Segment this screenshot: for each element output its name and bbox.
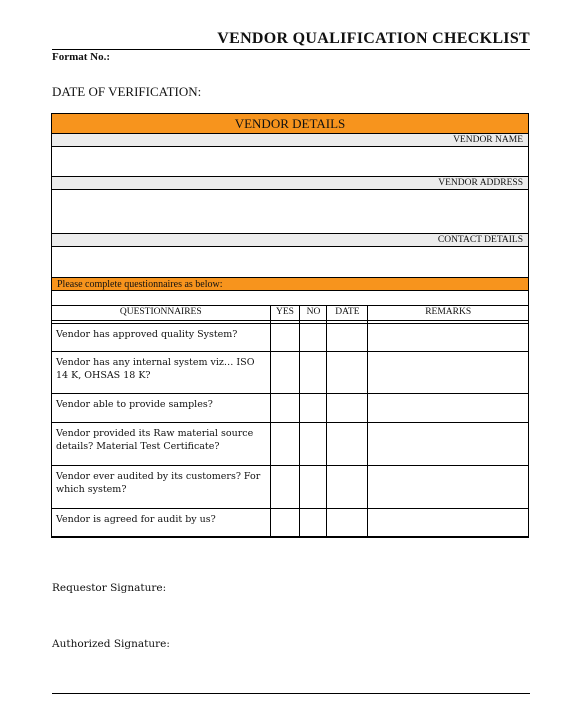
- yes-cell[interactable]: [270, 423, 300, 466]
- table-header-row: [52, 306, 529, 321]
- question-cell: Vendor is agreed for audit by us?: [52, 509, 271, 537]
- contact-details-field[interactable]: [52, 248, 528, 277]
- table-row: [52, 423, 529, 466]
- vendor-name-label: VENDOR NAME: [52, 133, 528, 147]
- questionnaire-table: [51, 305, 529, 537]
- date-cell[interactable]: [327, 423, 368, 466]
- table-row: [52, 324, 529, 352]
- remarks-cell[interactable]: [368, 466, 529, 509]
- vendor-name-field[interactable]: [52, 148, 528, 176]
- yes-cell[interactable]: [270, 466, 300, 509]
- question-cell: Vendor has approved quality System?: [52, 324, 271, 352]
- date-cell[interactable]: [327, 394, 368, 423]
- yes-cell[interactable]: [270, 324, 300, 352]
- column-header-questionnaires: QUESTIONNAIRES: [52, 306, 271, 321]
- vendor-form: [51, 113, 529, 538]
- format-number-label: Format No.:: [52, 51, 111, 63]
- remarks-cell[interactable]: [368, 394, 529, 423]
- table-row: [52, 509, 529, 537]
- date-cell[interactable]: [327, 466, 368, 509]
- date-cell[interactable]: [327, 324, 368, 352]
- table-row: [52, 352, 529, 394]
- table-row: [52, 466, 529, 509]
- vendor-address-field[interactable]: [52, 191, 528, 233]
- question-cell: Vendor ever audited by its customers? For which system?: [52, 466, 271, 509]
- no-cell[interactable]: [300, 466, 327, 509]
- column-header-remarks: REMARKS: [368, 306, 529, 321]
- instruction-banner: Please complete questionnaires as below:: [52, 277, 528, 291]
- no-cell[interactable]: [300, 324, 327, 352]
- column-header-no: NO: [300, 306, 327, 321]
- vendor-address-label: VENDOR ADDRESS: [52, 176, 528, 190]
- contact-details-label: CONTACT DETAILS: [52, 233, 528, 247]
- table-row: [52, 394, 529, 423]
- yes-cell[interactable]: [270, 352, 300, 394]
- page-title: VENDOR QUALIFICATION CHECKLIST: [52, 29, 530, 50]
- remarks-cell[interactable]: [368, 509, 529, 537]
- question-cell: Vendor provided its Raw material source details? Material Test Certificate?: [52, 423, 271, 466]
- remarks-cell[interactable]: [368, 324, 529, 352]
- remarks-cell[interactable]: [368, 352, 529, 394]
- date-cell[interactable]: [327, 509, 368, 537]
- question-cell: Vendor able to provide samples?: [52, 394, 271, 423]
- requestor-signature-label: Requestor Signature:: [52, 582, 167, 594]
- footer-divider: [52, 693, 530, 694]
- column-header-date: DATE: [327, 306, 368, 321]
- date-of-verification-label: DATE OF VERIFICATION:: [52, 84, 202, 99]
- vendor-details-header: VENDOR DETAILS: [52, 114, 528, 134]
- question-cell: Vendor has any internal system viz… ISO 14 K, OHSAS 18 K?: [52, 352, 271, 394]
- authorized-signature-label: Authorized Signature:: [52, 638, 170, 650]
- column-header-yes: YES: [270, 306, 300, 321]
- remarks-cell[interactable]: [368, 423, 529, 466]
- date-cell[interactable]: [327, 352, 368, 394]
- no-cell[interactable]: [300, 509, 327, 537]
- yes-cell[interactable]: [270, 509, 300, 537]
- no-cell[interactable]: [300, 423, 327, 466]
- no-cell[interactable]: [300, 394, 327, 423]
- yes-cell[interactable]: [270, 394, 300, 423]
- no-cell[interactable]: [300, 352, 327, 394]
